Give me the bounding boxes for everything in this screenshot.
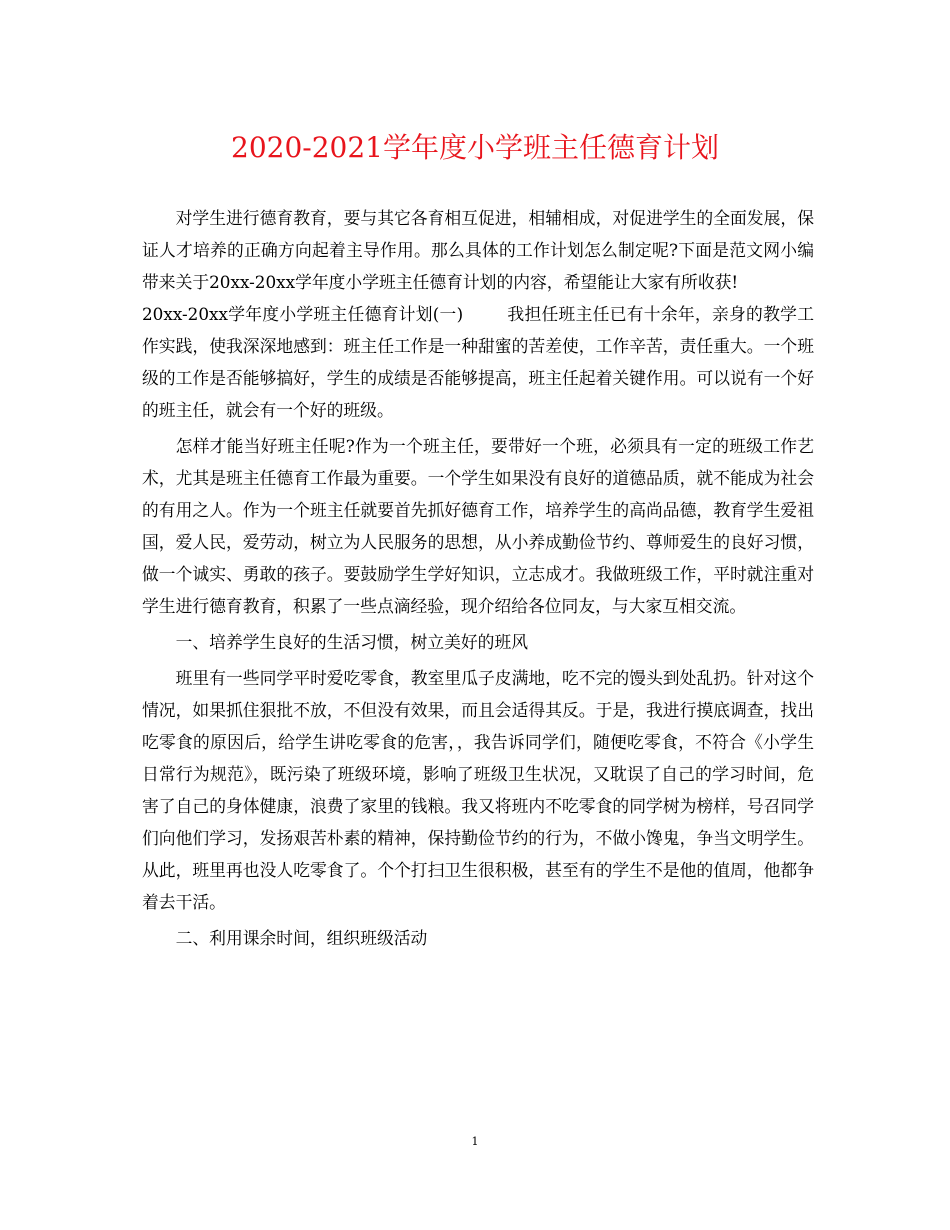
section-heading-one: 一、培养学生良好的生活习惯，树立美好的班风 — [175, 632, 529, 652]
document-body — [142, 202, 814, 954]
page-number: 1 — [471, 1135, 479, 1148]
plan-one-paragraph — [142, 298, 814, 426]
snack-habit-paragraph: 班里有一些同学平时爱吃零食，教室里瓜子皮满地，吃不完的馒头到处乱扔。针对这个情况，如果抓住狠批不放，不但没有效果，而且会适得其反。于是，我进行摸底调查，找出吃零食的原因后，给学生讲吃零食的危害，，我告诉同学们，随便吃零食，不符合《小学生日常行为规范》，既污染了班级环境，影响了班级卫生状况，又耽误了自己的学习时间，危害了自己的身体健康，浪费了家里的钱粮。我又将班内不吃零食的同学树为榜样，号召同学们向他们学习，发扬艰苦朴素的精神，保持勤俭节约的行为，不做小馋鬼，争当文明学生。从此，班里再也没人吃零食了。个个打扫卫生很积极，甚至有的学生不是他的值周，他都争着去干活。 — [142, 668, 814, 912]
plan-one-heading: 20xx-20xx学年度小学班主任德育计划(一) — [142, 304, 464, 324]
plan-one-body: 我担任班主任已有十余年，亲身的教学工作实践，使我深深地感到：班主任工作是一种甜蜜的苦差使，工作辛苦，责任重大。一个班级的工作是否能够搞好，学生的成绩是否能够提高，班主任起着关键作用。可以说有一个好的班主任，就会有一个好的班级。 — [142, 304, 814, 420]
document-title: 2020-2021学年度小学班主任德育计划 — [231, 131, 719, 164]
how-to-paragraph: 怎样才能当好班主任呢?作为一个班主任，要带好一个班，必须具有一定的班级工作艺术，尤其是班主任德育工作最为重要。一个学生如果没有良好的道德品质，就不能成为社会的有用之人。作为一个班主任就要首先抓好德育工作，培养学生的高尚品德，教育学生爱祖国，爱人民，爱劳动，树立为人民服务的思想，从小养成勤俭节约、尊师爱生的良好习惯，做一个诚实、勇敢的孩子。要鼓励学生学好知识，立志成才。我做班级工作，平时就注重对学生进行德育教育，积累了一些点滴经验，现介绍给各位同友，与大家互相交流。 — [142, 436, 814, 616]
section-heading-two: 二、利用课余时间，组织班级活动 — [175, 928, 428, 948]
intro-paragraph: 对学生进行德育教育，要与其它各育相互促进，相辅相成，对促进学生的全面发展，保证人才培养的正确方向起着主导作用。那么具体的工作计划怎么制定呢?下面是范文网小编带来关于20xx-20xx学年度小学班主任德育计划的内容，希望能让大家有所收获! — [142, 208, 814, 292]
